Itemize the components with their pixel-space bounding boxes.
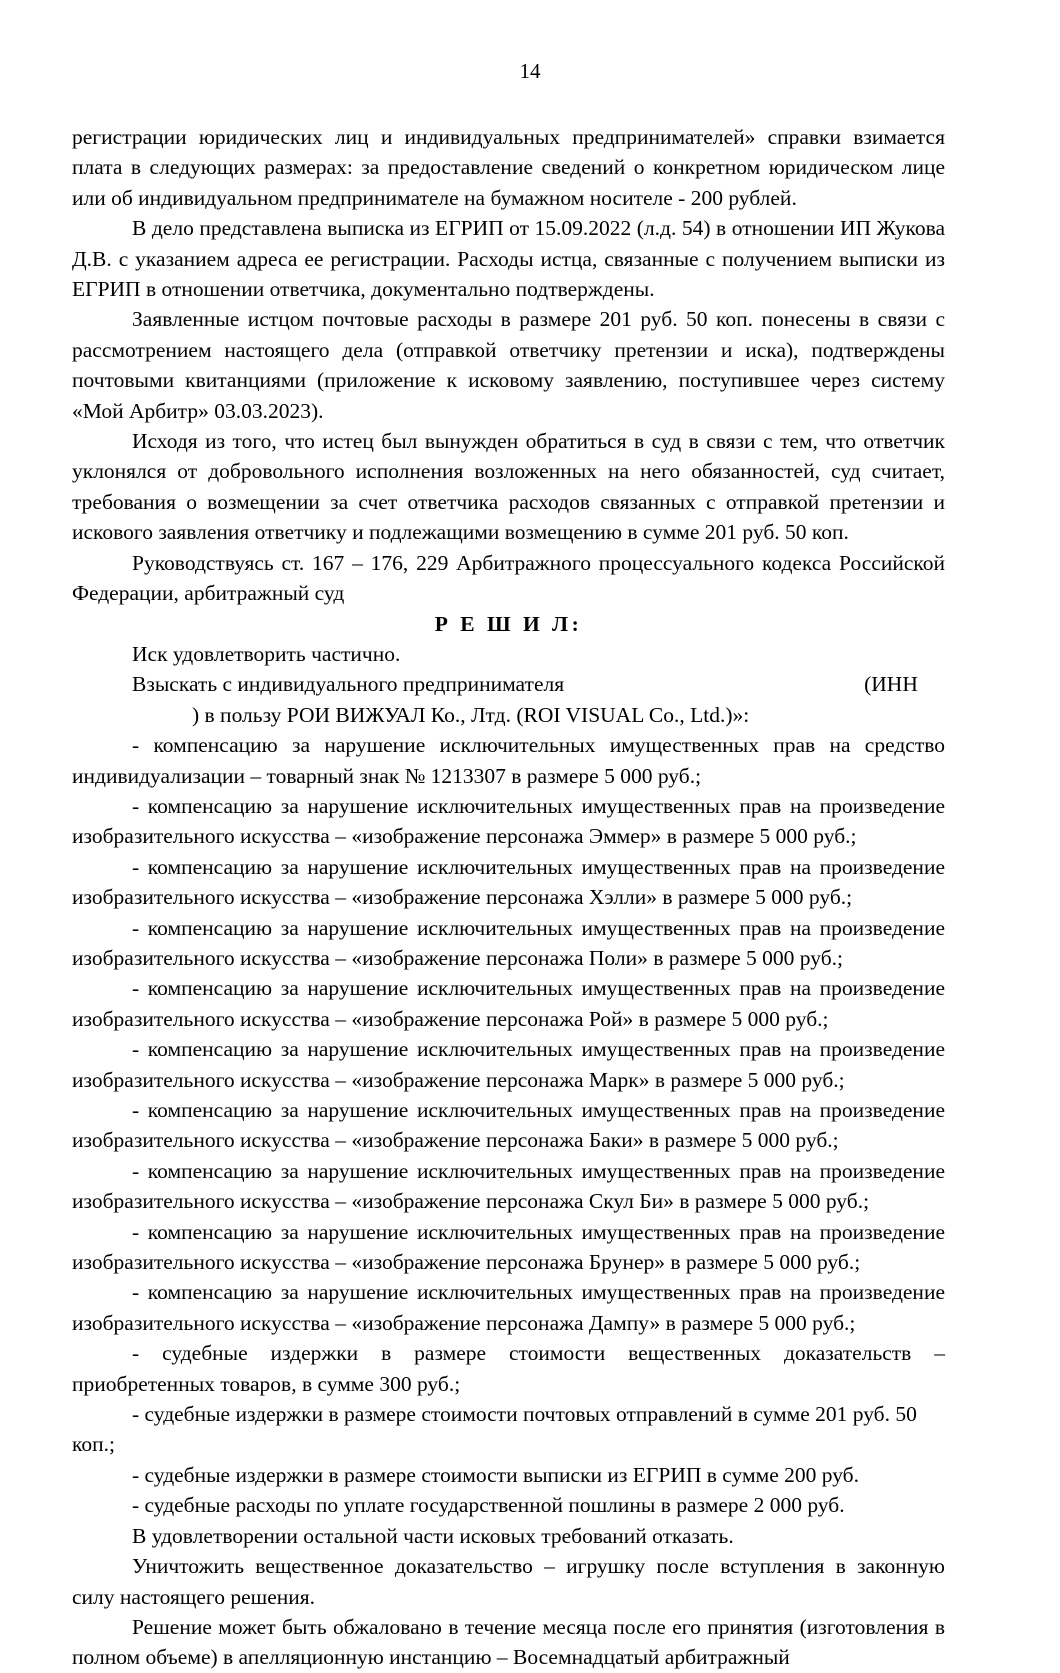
award-item-character: - компенсацию за нарушение исключительных имущественных прав на произведение изобразительного искусства – «изображение персонажа Эммер» в размере 5 000 руб.; [72, 793, 945, 849]
award-item-trademark: - компенсацию за нарушение исключительных имущественных прав на средство индивидуализации – товарный знак № 1213307 в размере 5 000 руб.; [72, 733, 945, 788]
paragraph-award-intro [72, 669, 945, 730]
document-body [72, 122, 945, 1673]
award-item-costs: - судебные издержки в размере стоимости вещественных доказательств – приобретенных товаров, в сумме 300 руб.; [72, 1341, 945, 1396]
award-item-costs: - судебные издержки в размере стоимости почтовых отправлений в сумме 201 руб. 50 коп.; [72, 1402, 917, 1457]
paragraph-claim-partially-granted: Иск удовлетворить частично. [132, 641, 401, 666]
paragraph-postal-expenses: Заявленные истцом почтовые расходы в размере 201 руб. 50 коп. понесены в связи с рассмотрением настоящего дела (отправкой ответчику претензии и иска), подтверждены почтовыми квитанциями (приложение к исковому заявлению, поступившее через систему «Мой Арбитр» 03.03.2023). [72, 307, 945, 423]
paragraph-appeal-procedure: Решение может быть обжаловано в течение месяца после его принятия (изготовления в полном объеме) в апелляционную инстанцию – Восемнадцатый арбитражный [72, 1614, 945, 1670]
redacted-inn-number [72, 700, 192, 730]
award-item-character: - компенсацию за нарушение исключительных имущественных прав на произведение изобразительного искусства – «изображение персонажа Баки» в размере 5 000 руб.; [72, 1098, 945, 1153]
award-intro-inn-label: (ИНН [864, 672, 918, 697]
paragraph-fee-schedule: регистрации юридических лиц и индивидуальных предпринимателей» справки взимается плата в следующих размерах: за предоставление сведений о конкретном юридическом лице или об индивидуальном предпринимателе на бумажном носителе - 200 рублей. [72, 125, 945, 210]
award-item-character: - компенсацию за нарушение исключительных имущественных прав на произведение изобразительного искусства – «изображение персонажа Хэлли» в размере 5 000 руб.; [72, 854, 945, 910]
paragraph-denial: В удовлетворении остальной части исковых требований отказать. [132, 1523, 734, 1548]
award-item-character: - компенсацию за нарушение исключительных имущественных прав на произведение изобразительного искусства – «изображение персонажа Марк» в размере 5 000 руб.; [72, 1037, 945, 1092]
paragraph-legal-basis: Руководствуясь ст. 167 – 176, 229 Арбитражного процессуального кодекса Российской Федерации, арбитражный суд [72, 550, 945, 606]
award-item-costs: - судебные расходы по уплате государственной пошлины в размере 2 000 руб. [132, 1493, 845, 1518]
award-item-costs: - судебные издержки в размере стоимости выписки из ЕГРИП в сумме 200 руб. [132, 1462, 860, 1487]
award-item-character: - компенсацию за нарушение исключительных имущественных прав на произведение изобразительного искусства – «изображение персонажа Скул Би» в размере 5 000 руб.; [72, 1158, 945, 1214]
award-item-character: - компенсацию за нарушение исключительных имущественных прав на произведение изобразительного искусства – «изображение персонажа Брунер» в размере 5 000 руб.; [72, 1219, 945, 1275]
award-item-character: - компенсацию за нарушение исключительных имущественных прав на произведение изобразительного искусства – «изображение персонажа Дампу» в размере 5 000 руб.; [72, 1280, 945, 1335]
paragraph-destroy-evidence: Уничтожить вещественное доказательство – игрушку после вступления в законную силу настоящего решения. [72, 1554, 945, 1609]
award-item-character: - компенсацию за нарушение исключительных имущественных прав на произведение изобразительного искусства – «изображение персонажа Поли» в размере 5 000 руб.; [72, 915, 945, 970]
award-intro-before: Взыскать с индивидуального предпринимателя [132, 672, 565, 697]
page-number: 14 [519, 59, 541, 83]
redacted-defendant-name [564, 669, 864, 699]
paragraph-court-reasoning: Исходя из того, что истец был вынужден обратиться в суд в связи с тем, что ответчик уклонялся от добровольного исполнения возложенных на него обязанностей, суд считает, требования о возмещении за счет ответчика расходов связанных с отправкой претензии и искового заявления ответчику и подлежащими возмещению в сумме 201 руб. 50 коп. [72, 429, 945, 545]
award-item-character: - компенсацию за нарушение исключительных имущественных прав на произведение изобразительного искусства – «изображение персонажа Рой» в размере 5 000 руб.; [72, 976, 945, 1031]
award-intro-after: ) в пользу РОИ ВИЖУАЛ Ко., Лтд. (ROI VISUAL Co., Ltd.)»: [192, 702, 750, 727]
paragraph-egrip-extract: В дело представлена выписка из ЕГРИП от 15.09.2022 (л.д. 54) в отношении ИП Жукова Д.В. с указанием адреса ее регистрации. Расходы истца, связанные с получением выписки из ЕГРИП в отношении ответчика, документально подтверждены. [72, 216, 945, 302]
ruling-heading: Р Е Ш И Л: [434, 611, 583, 636]
